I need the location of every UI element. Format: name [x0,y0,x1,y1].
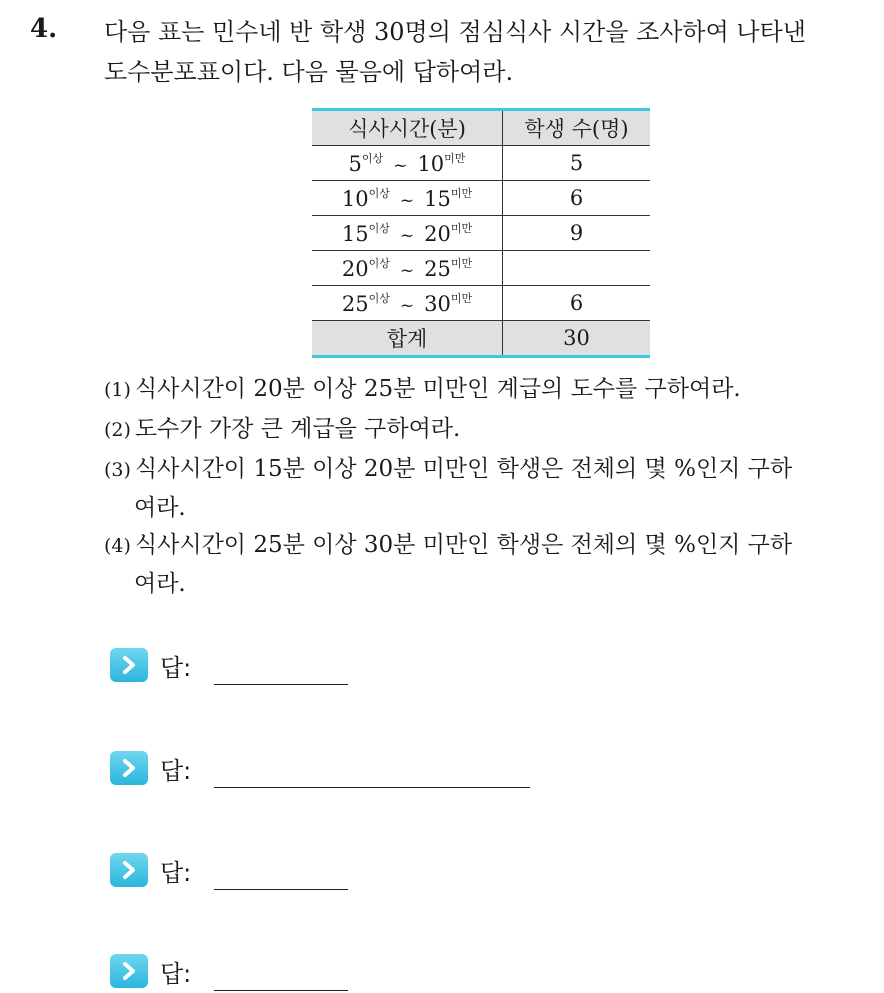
question-number: 4. [30,14,58,44]
table-row [312,146,650,181]
interval-tilde: ~ [399,191,415,211]
interval-low: 15 [341,222,369,246]
interval-high: 15 [424,187,451,211]
answer-label: 답: [160,757,192,785]
table-row [312,286,650,321]
interval-low: 5 [348,152,362,176]
interval-tilde: ~ [399,261,415,281]
answer-blank[interactable] [214,684,348,685]
interval-high-suffix: 미만 [450,222,473,235]
chevron-right-icon [110,954,148,988]
subquestion-text: 식사시간이 25분 이상 30분 미만인 학생은 전체의 몇 %인지 구하 [134,532,793,558]
table-row [312,216,650,251]
subquestion-4 [104,526,864,603]
subquestion-number: (3) [104,459,131,481]
interval-low-suffix: 이상 [368,222,390,235]
subquestion-2 [104,410,864,449]
chevron-right-icon [110,751,148,785]
table-total-row [312,321,650,357]
header-time: 식사시간(분) [312,110,503,146]
interval-high-suffix: 미만 [450,292,473,305]
student-count: 9 [503,216,651,251]
answer-label: 답: [160,960,192,988]
class-interval [312,181,503,216]
table-row [312,251,650,286]
total-value: 30 [503,321,651,357]
interval-tilde: ~ [393,156,408,176]
question-line-1: 다음 표는 민수네 반 학생 30명의 점심식사 시간을 조사하여 나타낸 [104,18,806,46]
answer-blank[interactable] [214,889,348,890]
student-count: 6 [503,181,651,216]
interval-tilde: ~ [399,296,415,316]
subquestion-1 [104,370,864,409]
interval-low: 25 [341,292,369,316]
table-header-row [312,110,650,146]
chevron-right-icon [110,853,148,887]
class-interval [312,251,503,286]
answer-blank[interactable] [214,990,348,991]
chevron-right-icon [110,648,148,682]
subquestion-continuation: 여라. [134,571,186,597]
class-interval [312,146,503,181]
interval-low-suffix: 이상 [368,292,390,305]
interval-low-suffix: 이상 [361,152,384,165]
total-label: 합계 [312,321,503,357]
header-count: 학생 수(명) [503,110,651,146]
question-line-2: 도수분포표이다. 다음 물음에 답하여라. [104,58,514,86]
subquestion-3 [104,450,864,527]
interval-high-suffix: 미만 [444,152,466,165]
subquestion-text: 식사시간이 20분 이상 25분 미만인 계급의 도수를 구하여라. [134,376,741,402]
frequency-table [312,108,650,358]
interval-high: 30 [424,292,451,316]
subquestion-number: (1) [104,379,131,401]
class-interval [312,216,503,251]
subquestion-continuation: 여라. [134,495,186,521]
student-count [503,251,651,286]
answer-label: 답: [160,859,192,887]
interval-low-suffix: 이상 [368,187,390,200]
interval-tilde: ~ [399,226,415,246]
interval-low-suffix: 이상 [368,257,390,270]
answer-label: 답: [160,654,192,682]
question-text [104,12,874,92]
interval-high-suffix: 미만 [450,257,473,270]
subquestion-text: 식사시간이 15분 이상 20분 미만인 학생은 전체의 몇 %인지 구하 [134,456,793,482]
student-count: 6 [503,286,651,321]
interval-high-suffix: 미만 [450,187,473,200]
subquestion-text: 도수가 가장 큰 계급을 구하여라. [134,416,461,442]
table-row [312,181,650,216]
subquestion-number: (4) [104,535,131,557]
student-count: 5 [503,146,651,181]
answer-blank[interactable] [214,787,530,788]
interval-high: 25 [424,257,451,281]
class-interval [312,286,503,321]
interval-low: 10 [341,187,369,211]
subquestion-number: (2) [104,419,131,441]
interval-high: 10 [417,152,445,176]
interval-low: 20 [341,257,369,281]
interval-high: 20 [424,222,451,246]
